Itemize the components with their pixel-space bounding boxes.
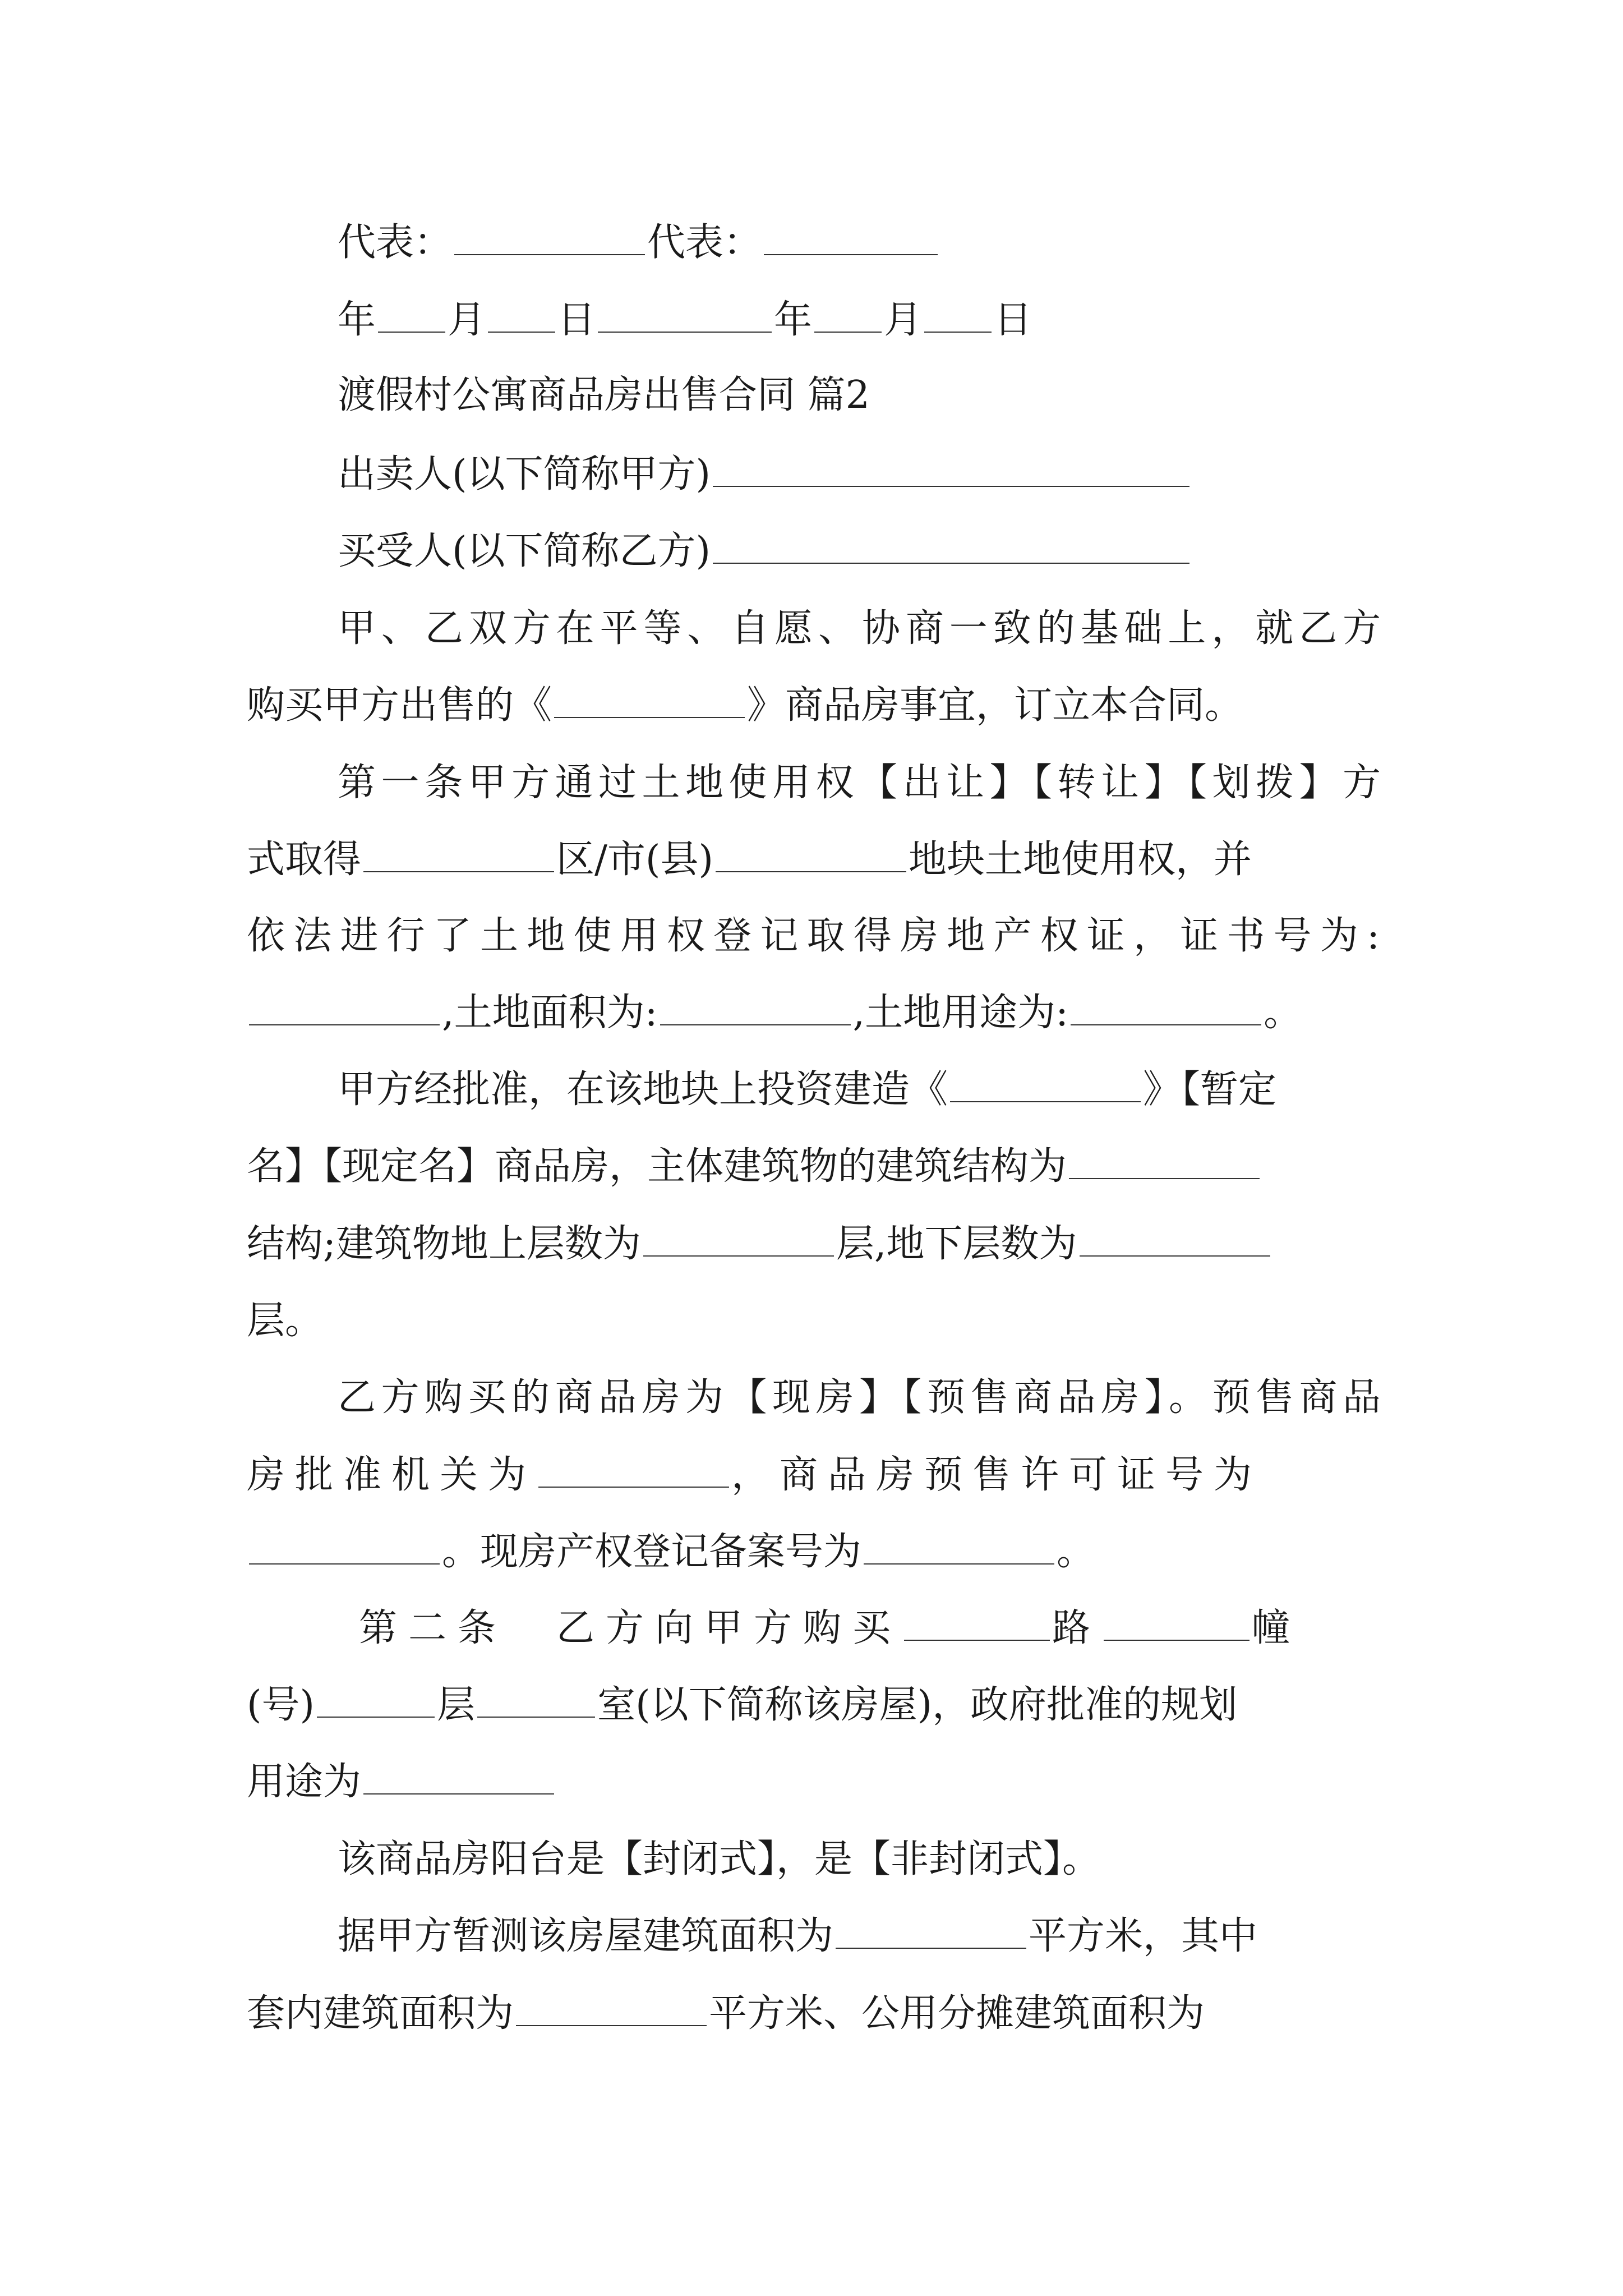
text-run: 用途为 [247, 1760, 362, 1804]
blank-field [713, 451, 1189, 487]
text-run: 平方米、公用分摊建筑面积为 [709, 1991, 1205, 2036]
text-run: ,土地面积为: [442, 991, 658, 1035]
text-run: 》【暂定 [1143, 1068, 1277, 1112]
blank-field [924, 297, 992, 333]
paragraph-line [338, 595, 1381, 662]
date-line [338, 287, 1381, 354]
text-run: 路 [1052, 1606, 1102, 1650]
paragraph-line [247, 1980, 1380, 2047]
text-run: 室(以下简称该房屋)，政府批准的规划 [597, 1683, 1238, 1727]
blank-field [516, 1990, 707, 2026]
blank-field [317, 1682, 435, 1718]
blank-field [554, 682, 745, 718]
blank-field [1080, 1221, 1270, 1257]
blank-field [814, 297, 882, 333]
seller-label: 出卖人(以下简称甲方) [338, 452, 711, 496]
blank-field [836, 1913, 1026, 1949]
blank-field [1069, 1143, 1260, 1179]
text-run: 。现房产权登记备案号为 [442, 1530, 862, 1574]
article-1-line [338, 749, 1381, 817]
day-label: 日 [557, 298, 596, 342]
text-run: 区/市(县) [556, 838, 713, 882]
paragraph-line [247, 1519, 1380, 1586]
year-label: 年 [774, 298, 813, 342]
text-run: 房批准机关为 [247, 1453, 537, 1497]
article-2-line [359, 1595, 1380, 1662]
rep-label-a: 代表： [338, 220, 453, 265]
paragraph-line [247, 1211, 1380, 1278]
text-run: 该商品房阳台是【封闭式】，是【非封闭式】。 [338, 1837, 1101, 1881]
blank-field [660, 990, 851, 1025]
blank-field [904, 1605, 1050, 1641]
blank-field [378, 297, 445, 333]
text-run: 购买甲方出售的《 [247, 683, 552, 728]
month-label: 月 [884, 298, 923, 342]
blank-field [713, 528, 1189, 564]
blank-field [716, 836, 906, 872]
section-heading [338, 362, 1381, 429]
paragraph-line [338, 1903, 1381, 1970]
paragraph-line [247, 1442, 1380, 1509]
rep-label-b: 代表： [647, 220, 762, 265]
paragraph-line [247, 1749, 1380, 1816]
month-label: 月 [448, 298, 486, 342]
text-run: 甲方经批准，在该地块上投资建造《 [338, 1068, 948, 1112]
paragraph-line [247, 979, 1380, 1047]
blank-field [538, 1452, 729, 1488]
text-run: ,土地用途为: [852, 991, 1069, 1035]
blank-field [363, 1759, 554, 1795]
text-run: 层。 [247, 1299, 324, 1343]
text-run: 第二条 乙方向甲方购买 [359, 1606, 902, 1650]
blank-field [1104, 1605, 1249, 1641]
text-run: 甲、乙双方在平等、自愿、协商一致的基础上，就乙方 [338, 606, 1381, 651]
text-run: 幢 [1252, 1606, 1302, 1650]
paragraph-line [247, 672, 1380, 739]
paragraph-line [338, 1364, 1381, 1432]
blank-field [864, 1529, 1054, 1565]
text-run: 。 [1057, 1530, 1095, 1574]
blank-field [249, 990, 440, 1025]
blank-field [643, 1221, 834, 1257]
text-run: 式取得 [247, 838, 362, 882]
text-run: 地块土地使用权，并 [909, 838, 1252, 882]
paragraph-line [338, 1056, 1381, 1124]
blank-field [477, 1682, 595, 1718]
text-run: (号) [247, 1683, 315, 1727]
blank-field [764, 219, 938, 255]
text-run: 结构;建筑物地上层数为 [247, 1222, 641, 1266]
blank-field [1071, 990, 1261, 1025]
buyer-line [338, 518, 1381, 585]
blank-field [363, 836, 554, 872]
paragraph-line [338, 1826, 1381, 1893]
blank-field [950, 1066, 1141, 1102]
blank-field [488, 297, 555, 333]
text-run: ，商品房预售许可证号为 [731, 1453, 1262, 1497]
paragraph-line [247, 1287, 1380, 1355]
text-run: 第一条甲方通过土地使用权【出让】【转让】【划拨】方 [338, 761, 1381, 805]
day-label: 日 [994, 298, 1032, 342]
text-run: 。 [1264, 991, 1302, 1035]
text-run: 层,地下层数为 [836, 1222, 1077, 1266]
year-label: 年 [338, 298, 376, 342]
text-run: 名】【现定名】商品房，主体建筑物的建筑结构为 [247, 1144, 1067, 1189]
text-run: 层 [437, 1683, 476, 1727]
text-run: 乙方购买的商品房为【现房】【预售商品房】。预售商品 [338, 1375, 1381, 1420]
text-run: 据甲方暂测该房屋建筑面积为 [338, 1914, 834, 1958]
paragraph-line [247, 826, 1380, 894]
text-run: 平方米，其中 [1029, 1914, 1258, 1958]
representative-line [338, 209, 1381, 277]
text-run: 依法进行了土地使用权登记取得房地产权证，证书号为: [247, 914, 1380, 958]
blank-field [454, 219, 645, 255]
paragraph-line [247, 1133, 1380, 1200]
blank-field [598, 297, 772, 333]
blank-field [249, 1529, 440, 1565]
contract-title: 渡假村公寓商品房出售合同 篇2 [338, 373, 870, 417]
seller-line [338, 441, 1381, 508]
paragraph-line [247, 1672, 1380, 1739]
text-run: 》商品房事宜，订立本合同。 [747, 683, 1243, 728]
buyer-label: 买受人(以下简称乙方) [338, 529, 711, 573]
paragraph-line [247, 903, 1380, 970]
text-run: 套内建筑面积为 [247, 1991, 514, 2036]
